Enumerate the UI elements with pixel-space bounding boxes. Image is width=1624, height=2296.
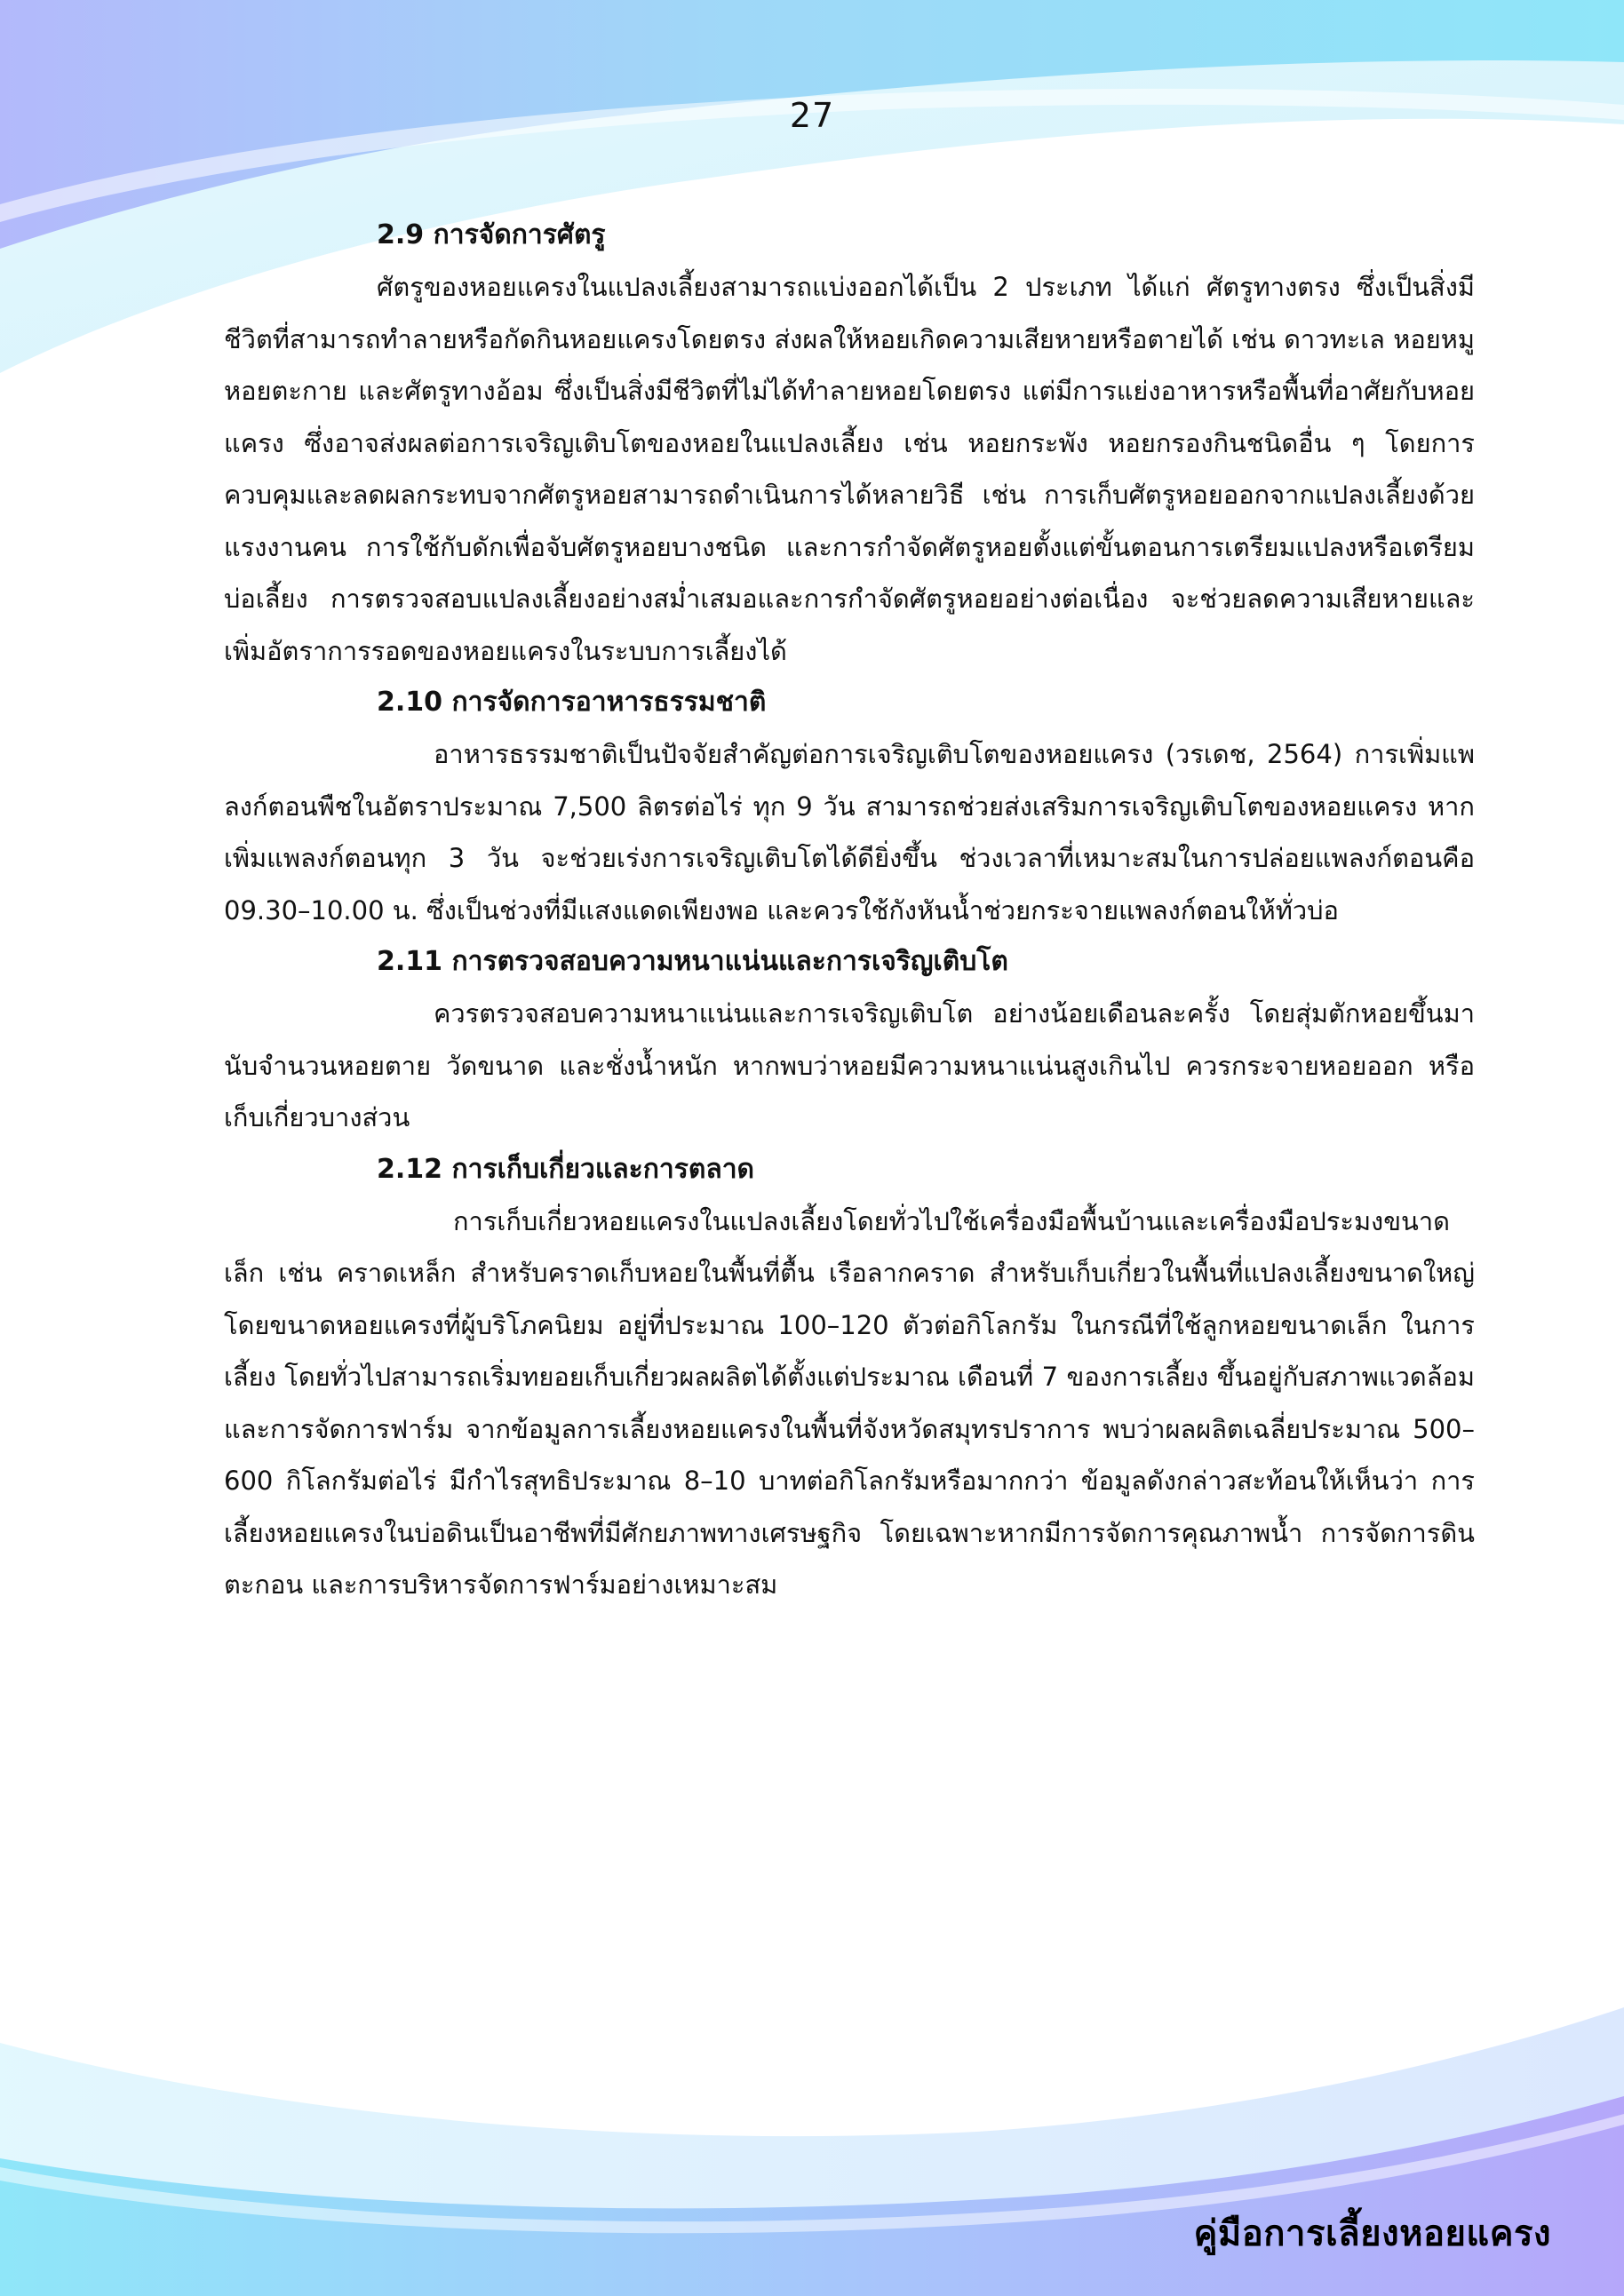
section-heading: 2.12 การเก็บเกี่ยวและการตลาด xyxy=(377,1153,755,1185)
section-heading: 2.11 การตรวจสอบความหนาแน่นและการเจริญเติบโต xyxy=(377,946,1008,977)
section-paragraph: ศัตรูของหอยแครงในแปลงเลี้ยงสามารถแบ่งออกได้เป็น 2 ประเภท ได้แก่ ศัตรูทางตรง ซึ่งเป็นสิ่งมีชีวิตที่สามารถทำลายหรือกัดกินหอยแครงโดยตรง ส่งผลให้หอยเกิดความเสียหายหรือตายได้ เช่น ดาวทะเล หอยหมู หอยตะกาย และศัตรูทางอ้อม ซึ่งเป็นสิ่งมีชีวิตที่ไม่ได้ทำลายหอยโดยตรง แต่มีการแย่งอาหารหรือพื้นที่อาศัยกับหอยแครง ซึ่งอาจส่งผลต่อการเจริญเติบโตของหอยในแปลงเลี้ยง เช่น หอยกระพัง หอยกรองกินชนิดอื่น ๆ โดยการควบคุมและลดผลกระทบจากศัตรูหอยสามารถดำเนินการได้หลายวิธี เช่น การเก็บศัตรูหอยออกจากแปลงเลี้ยงด้วยแรงงานคน การใช้กับดักเพื่อจับศัตรูหอยบางชนิด และการกำจัดศัตรูหอยตั้งแต่ขั้นตอนการเตรียมแปลงหรือเตรียมบ่อเลี้ยง การตรวจสอบแปลงเลี้ยงอย่างสม่ำเสมอและการกำจัดศัตรูหอยอย่างต่อเนื่อง จะช่วยลดความเสียหายและเพิ่มอัตราการรอดของหอยแครงในระบบการเลี้ยงได้ xyxy=(224,272,1475,666)
section-paragraph: การเก็บเกี่ยวหอยแครงในแปลงเลี้ยงโดยทั่วไปใช้เครื่องมือพื้นบ้านและเครื่องมือประมงขนาดเล็ก เช่น คราดเหล็ก สำหรับคราดเก็บหอยในพื้นที่ตื้น เรือลากคราด สำหรับเก็บเกี่ยวในพื้นที่แปลงเลี้ยงขนาดใหญ่ โดยขนาดหอยแครงที่ผู้บริโภคนิยม อยู่ที่ประมาณ 100–120 ตัวต่อกิโลกรัม ในกรณีที่ใช้ลูกหอยขนาดเล็ก ในการเลี้ยง โดยทั่วไปสามารถเริ่มทยอยเก็บเกี่ยวผลผลิตได้ตั้งแต่ประมาณ เดือนที่ 7 ของการเลี้ยง ขึ้นอยู่กับสภาพแวดล้อมและการจัดการฟาร์ม จากข้อมูลการเลี้ยงหอยแครงในพื้นที่จังหวัดสมุทรปราการ พบว่าผลผลิตเฉลี่ยประมาณ 500–600 กิโลกรัมต่อไร่ มีกำไรสุทธิประมาณ 8–10 บาทต่อกิโลกรัมหรือมากกว่า ข้อมูลดังกล่าวสะท้อนให้เห็นว่า การเลี้ยงหอยแครงในบ่อดินเป็นอาชีพที่มีศักยภาพทางเศรษฐกิจ โดยเฉพาะหากมีการจัดการคุณภาพน้ำ การจัดการดินตะกอน และการบริหารจัดการฟาร์มอย่างเหมาะสม xyxy=(224,1205,1475,1600)
section-paragraph: ควรตรวจสอบความหนาแน่นและการเจริญเติบโต อย่างน้อยเดือนละครั้ง โดยสุ่มตักหอยขึ้นมานับจำนวนหอยตาย วัดขนาด และชั่งน้ำหนัก หากพบว่าหอยมีความหนาแน่นสูงเกินไป ควรกระจายหอยออก หรือเก็บเกี่ยวบางส่วน xyxy=(224,998,1475,1132)
section-heading: 2.9 การจัดการศัตรู xyxy=(377,219,606,250)
section-enemy-management xyxy=(224,210,1475,677)
document-body xyxy=(224,210,1475,1611)
page-number: 27 xyxy=(789,96,835,135)
section-heading: 2.10 การจัดการอาหารธรรมชาติ xyxy=(377,687,767,718)
section-natural-food xyxy=(224,677,1475,936)
section-paragraph: อาหารธรรมชาติเป็นปัจจัยสำคัญต่อการเจริญเติบโตของหอยแครง (วรเดช, 2564) การเพิ่มแพลงก์ตอนพืชในอัตราประมาณ 7,500 ลิตรต่อไร่ ทุก 9 วัน สามารถช่วยส่งเสริมการเจริญเติบโตของหอยแครง หากเพิ่มแพลงก์ตอนทุก 3 วัน จะช่วยเร่งการเจริญเติบโตได้ดียิ่งขึ้น ช่วงเวลาที่เหมาะสมในการปล่อยแพลงก์ตอนคือ 09.30–10.00 น. ซึ่งเป็นช่วงที่มีแสงแดดเพียงพอ และควรใช้กังหันน้ำช่วยกระจายแพลงก์ตอนให้ทั่วบ่อ xyxy=(224,739,1475,926)
section-density-growth xyxy=(224,936,1475,1144)
section-harvest-marketing xyxy=(224,1144,1475,1611)
footer-book-title: คู่มือการเลี้ยงหอยแครง xyxy=(1193,2213,1551,2254)
